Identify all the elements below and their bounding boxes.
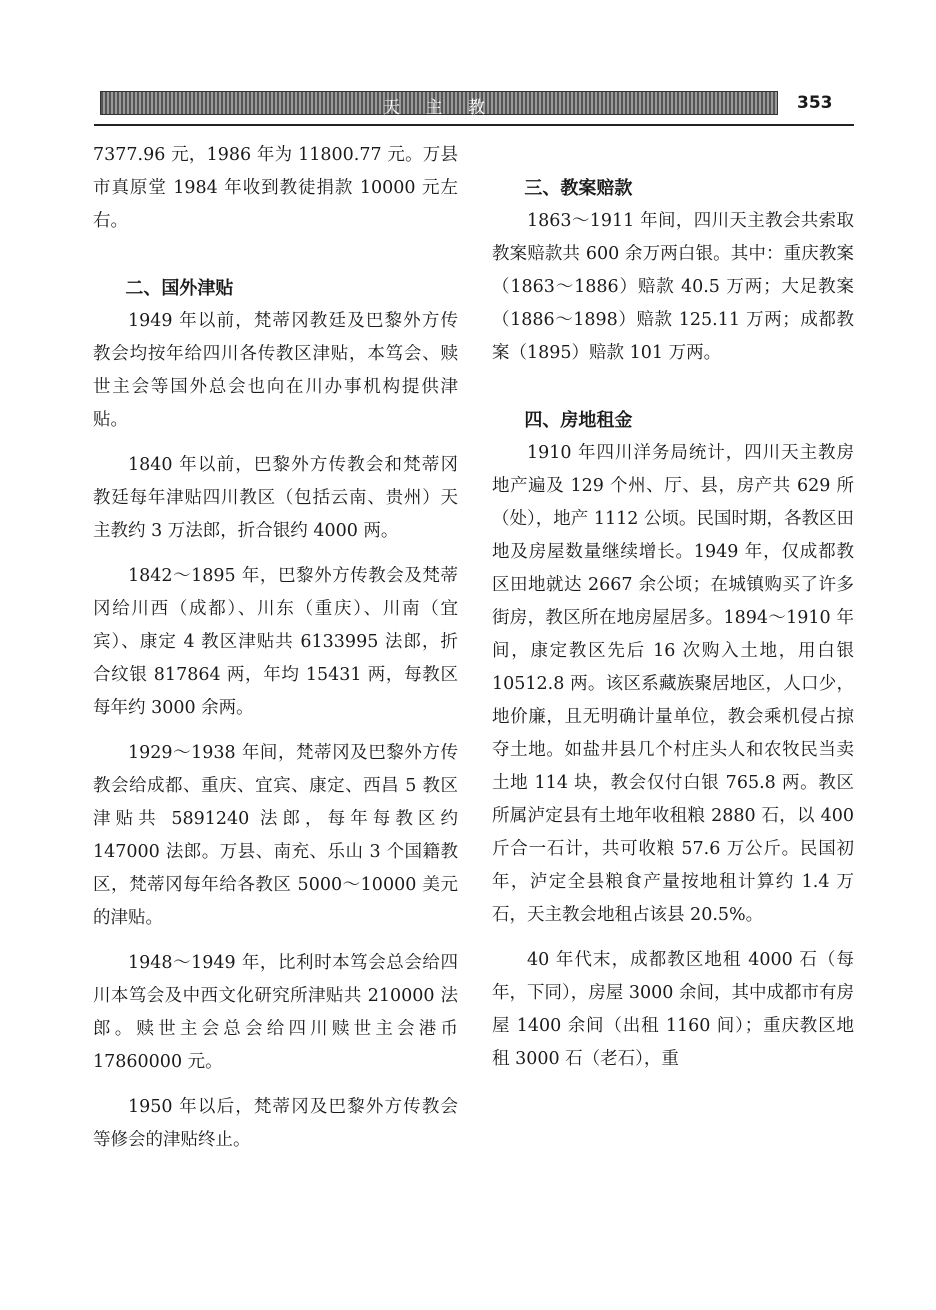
left-column bbox=[93, 139, 458, 1157]
intro-paragraph: 7377.96 元，1986 年为 11800.77 元。万县市真原堂 1984 年收到教徒捐款 10000 元左右。 bbox=[93, 145, 458, 231]
paragraph: 1840 年以前，巴黎外方传教会和梵蒂冈教廷每年津贴四川教区（包括云南、贵州）天主教约 3 万法郎，折合银约 4000 两。 bbox=[93, 455, 458, 541]
running-header-band bbox=[100, 91, 778, 118]
right-column bbox=[492, 139, 854, 1076]
paragraph: 1929～1938 年间，梵蒂冈及巴黎外方传教会给成都、重庆、宜宾、康定、西昌 5 教区津贴共 5891240 法郎，每年每教区约 147000 法郎。万县、南充、乐山 3 个国籍教区，梵蒂冈每年给各教区 5000～10000 美元的津贴。 bbox=[93, 743, 458, 928]
paragraph: 1863～1911 年间，四川天主教会共索取教案赔款共 600 余万两白银。其中：重庆教案（1863～1886）赔款 40.5 万两；大足教案（1886～1898）赔款 125.11 万两；成都教案（1895）赔款 101 万两。 bbox=[492, 211, 854, 363]
section-heading-property-rent: 四、房地租金 bbox=[524, 410, 633, 431]
header-rule bbox=[94, 124, 854, 126]
section-heading-indemnities: 三、教案赔款 bbox=[524, 178, 633, 199]
paragraph: 40 年代末，成都教区地租 4000 石（每年，下同），房屋 3000 余间，其中成都市有房屋 1400 余间（出租 1160 间）；重庆教区地租 3000 石（老石），重 bbox=[492, 950, 854, 1069]
running-header-title: 天 主 教 bbox=[383, 98, 495, 118]
paragraph: 1910 年四川洋务局统计，四川天主教房地产遍及 129 个州、厅、县，房产共 629 所（处），地产 1112 公顷。民国时期，各教区田地及房屋数量继续增长。1949 年，仅成都教区田地就达 2667 余公顷；在城镇购买了许多街房，教区所在地房屋居多。1894～1910 年间，康定教区先后 16 次购入土地，用白银 10512.8 两。该区系藏族聚居地区，人口少，地价廉，且无明确计量单位，教会乘机侵占掠夺土地。如盐井县几个村庄头人和农牧民当卖土地 114 块，教会仅付白银 765.8 两。教区所属泸定县有土地年收租粮 2880 石，以 400 斤合一石计，共可收粮 57.6 万公斤。民国初年，泸定全县粮食产量按地租计算约 1.4 万石，天主教会地租占该县 20.5%。 bbox=[492, 443, 854, 925]
paragraph: 1948～1949 年，比利时本笃会总会给四川本笃会及中西文化研究所津贴共 210000 法郎。赎世主会总会给四川赎世主会港币 17860000 元。 bbox=[93, 953, 458, 1072]
paragraph: 1950 年以后，梵蒂冈及巴黎外方传教会等修会的津贴终止。 bbox=[93, 1097, 458, 1150]
paragraph: 1842～1895 年，巴黎外方传教会及梵蒂冈给川西（成都）、川东（重庆）、川南（宜宾）、康定 4 教区津贴共 6133995 法郎，折合纹银 817864 两，年均 15431 两，每教区每年约 3000 余两。 bbox=[93, 566, 458, 718]
paragraph: 1949 年以前，梵蒂冈教廷及巴黎外方传教会均按年给四川各传教区津贴，本笃会、赎世主会等国外总会也向在川办事机构提供津贴。 bbox=[93, 311, 458, 430]
section-heading-foreign-subsidies: 二、国外津贴 bbox=[125, 278, 234, 299]
page-number: 353 bbox=[797, 93, 833, 113]
